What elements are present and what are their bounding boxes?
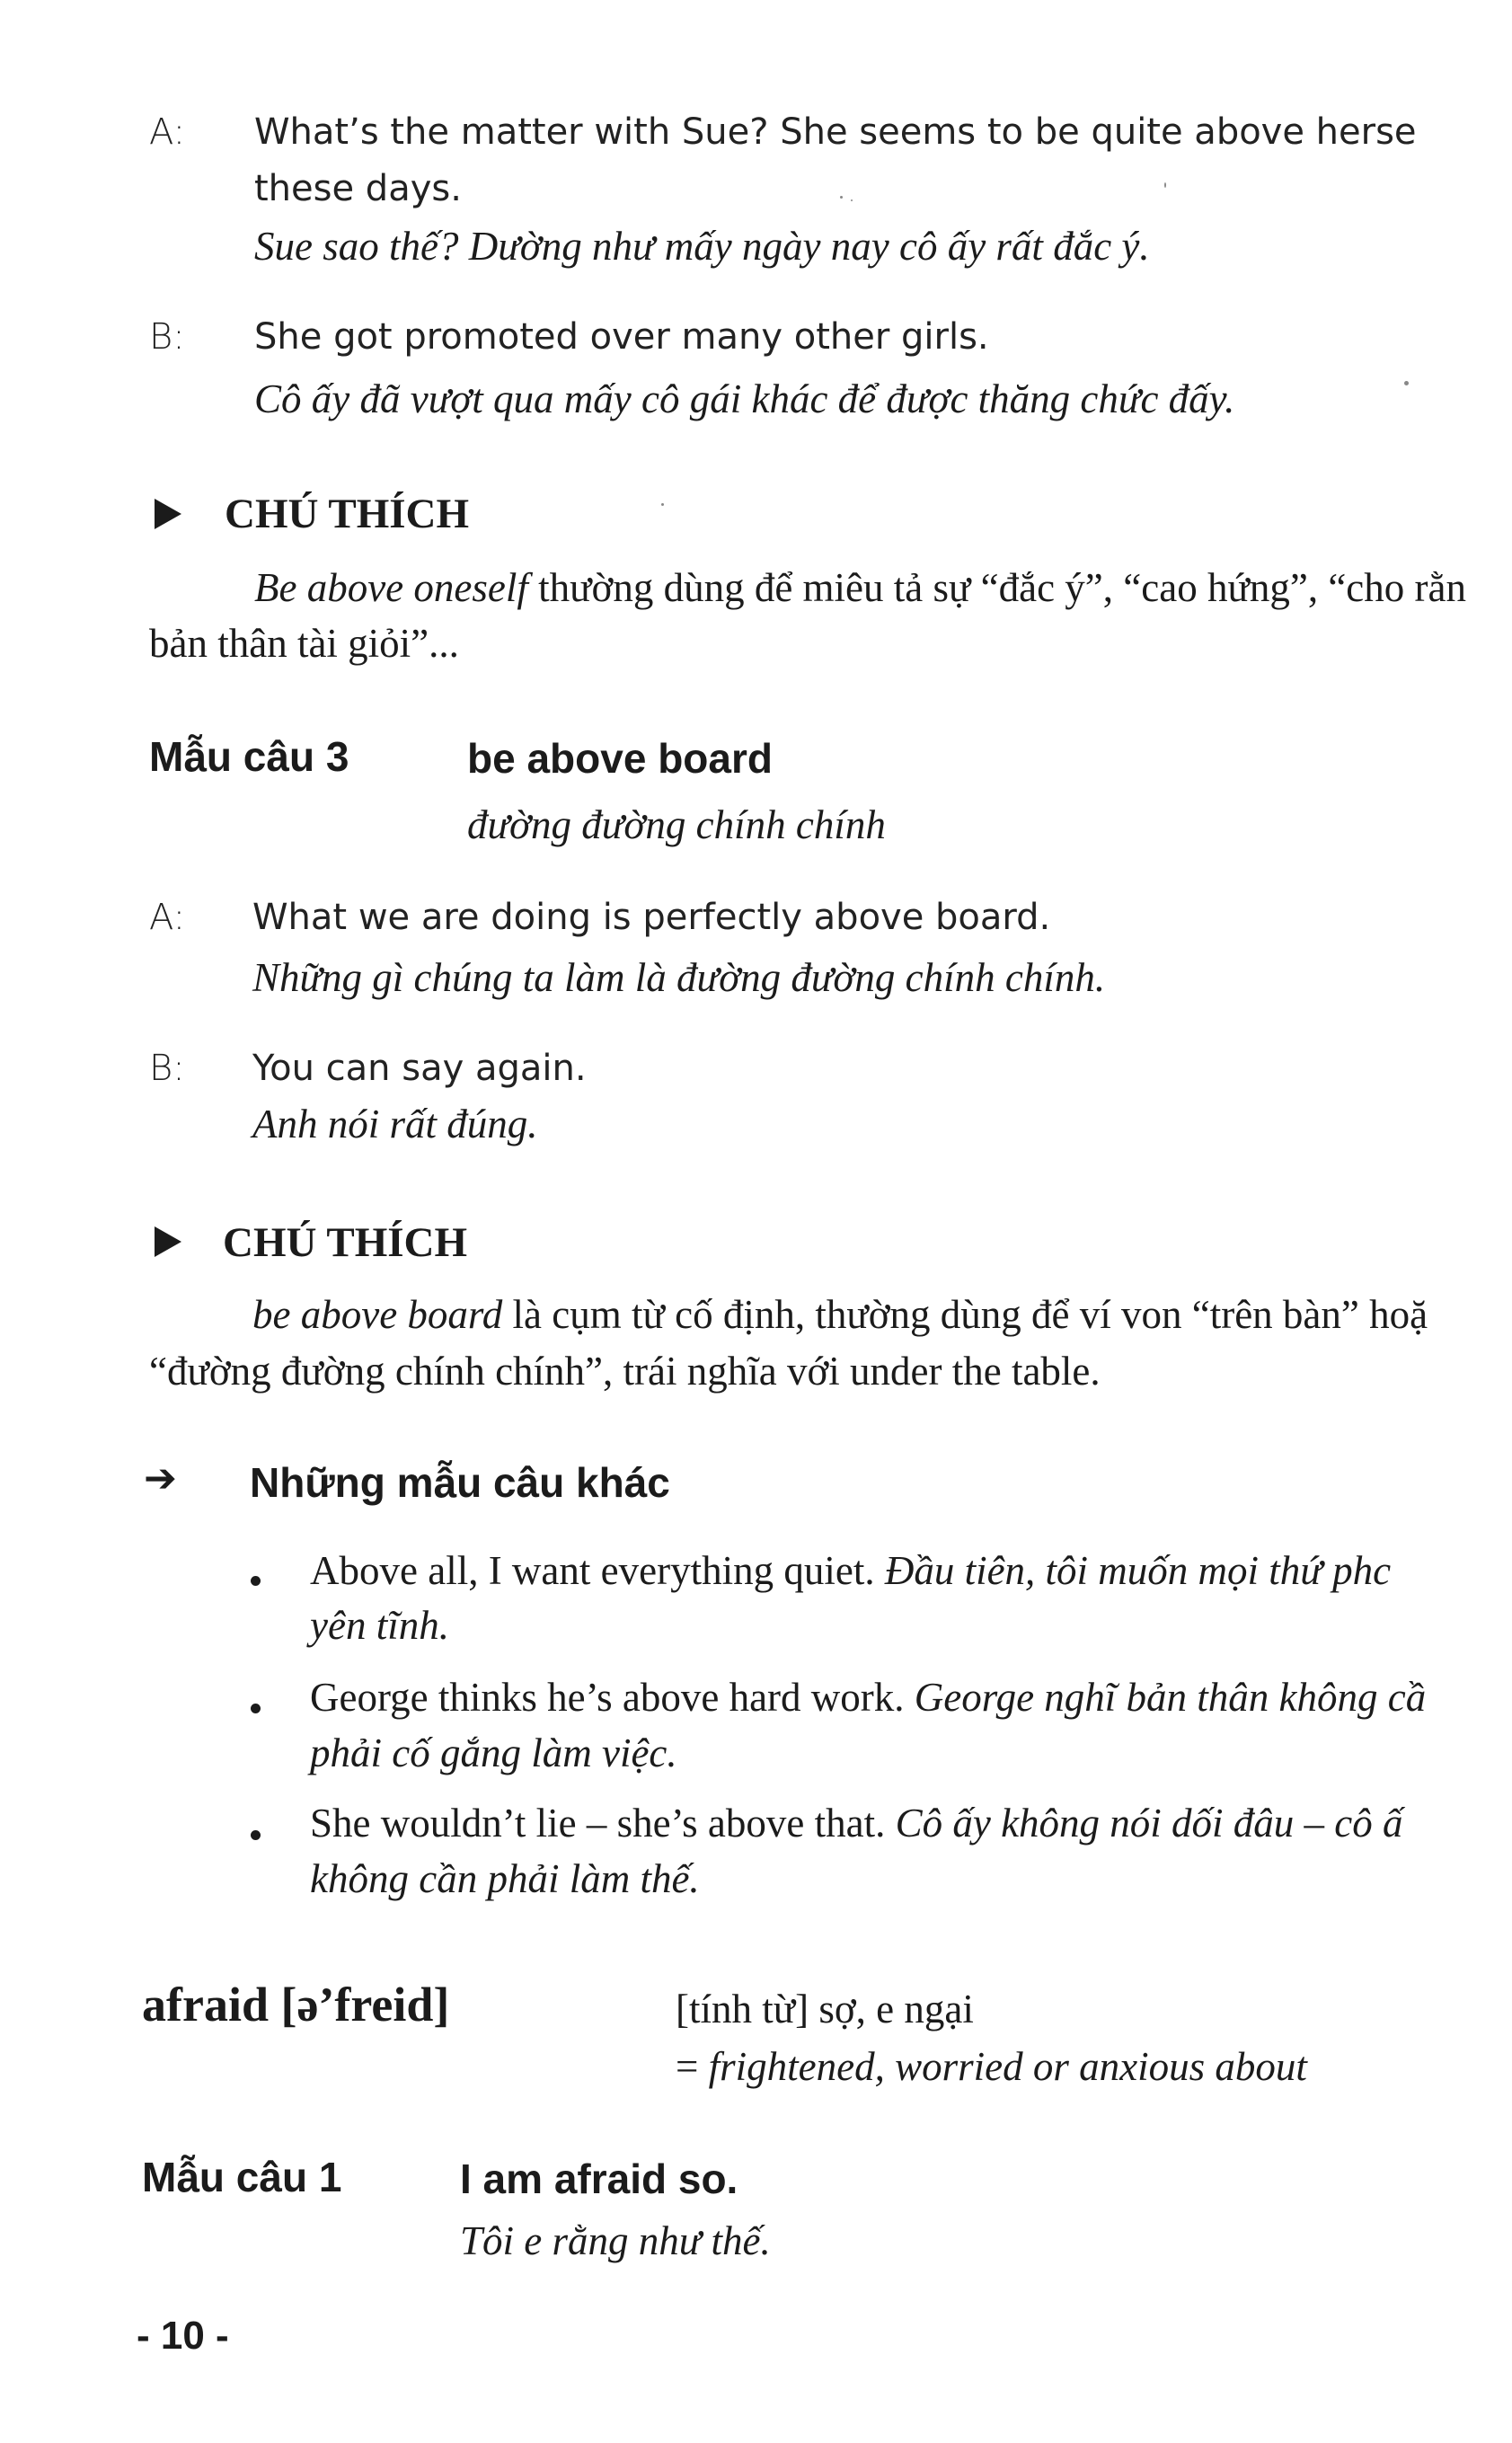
note-text-line: bản thân tài giỏi”... [149, 621, 459, 666]
pattern-meaning: Tôi e rằng như thế. [460, 2218, 771, 2263]
dialog-english-line: these days. [254, 168, 462, 209]
bullet-dot-icon [251, 1576, 261, 1586]
example-vietnamese: George nghĩ bản thân không cầ [914, 1675, 1427, 1720]
note-heading: CHÚ THÍCH [225, 491, 470, 537]
speaker-b: B: [149, 1048, 185, 1089]
arrow-right-icon: ➔ [144, 1456, 177, 1501]
dialog-vietnamese-line: Anh nói rất đúng. [252, 1102, 538, 1146]
triangle-bullet-icon [155, 1226, 181, 1257]
note-text: là cụm từ cố định, thường dùng để ví von “trên bàn” hoặ [502, 1292, 1428, 1337]
dialog-english-line: What we are doing is perfectly above board. [252, 897, 1051, 938]
example-vietnamese: phải cố gắng làm việc. [310, 1730, 677, 1775]
note-text-line [252, 1291, 1428, 1338]
example-english: She wouldn’t lie – she’s above that. [310, 1801, 896, 1846]
scan-speck [851, 199, 853, 201]
scan-speck [1404, 381, 1409, 385]
speaker-a: A: [149, 111, 186, 153]
example-vietnamese: Đầu tiên, tôi muốn mọi thứ phc [884, 1548, 1392, 1593]
note-text-line [254, 564, 1466, 611]
list-item-line [310, 1547, 1391, 1594]
note-phrase: be above board [252, 1292, 503, 1337]
scan-speck [1164, 182, 1166, 188]
definition-word: frightened, [708, 2044, 885, 2089]
triangle-bullet-icon [155, 499, 181, 529]
dialog-english-line: What’s the matter with Sue? She seems to be quite above herse [254, 111, 1417, 153]
entry-headword: afraid [ə’freid] [142, 1978, 450, 2031]
example-vietnamese: không cần phải làm thế. [310, 1856, 700, 1901]
note-text: thường dùng để miêu tả sự “đắc ý”, “cao hứng”, “cho rằn [527, 565, 1466, 610]
dialog-vietnamese-line: Những gì chúng ta làm là đường đường chính chính. [252, 955, 1106, 1000]
definition-rest: worried or anxious about [884, 2044, 1307, 2089]
definition-equals: = [676, 2044, 709, 2089]
example-english: George thinks he’s above hard work. [310, 1675, 915, 1720]
note-text-line: “đường đường chính chính”, trái nghĩa với under the table. [149, 1349, 1101, 1394]
other-patterns-heading: Những mẫu câu khác [250, 1459, 670, 1506]
bullet-dot-icon [251, 1704, 261, 1713]
note-phrase: Be above oneself [254, 565, 528, 610]
list-item-line [310, 1674, 1426, 1721]
entry-definition [676, 2043, 1307, 2090]
scan-speck [840, 196, 843, 199]
note-heading: CHÚ THÍCH [223, 1219, 468, 1266]
dialog-english-line: She got promoted over many other girls. [254, 316, 989, 358]
page-number: - 10 - [137, 2314, 229, 2358]
example-vietnamese: yên tĩnh. [310, 1603, 449, 1648]
speaker-a: A: [149, 897, 186, 938]
bullet-dot-icon [251, 1830, 261, 1840]
example-vietnamese: Cô ấy không nói dối đâu – cô ấ [895, 1801, 1403, 1846]
pattern-label: Mẫu câu 3 [149, 733, 349, 780]
dialog-vietnamese-line: Sue sao thế? Dường như mấy ngày nay cô ấy rất đắc ý. [254, 224, 1150, 269]
dialog-english-line: You can say again. [252, 1048, 587, 1089]
dialog-vietnamese-line: Cô ấy đã vượt qua mấy cô gái khác để được thăng chức đấy. [254, 376, 1235, 421]
example-english: Above all, I want everything quiet. [310, 1548, 885, 1593]
entry-part-of-speech: [tính từ] sợ, e ngại [676, 1987, 974, 2031]
pattern-phrase: I am afraid so. [460, 2155, 738, 2202]
scan-speck [661, 503, 664, 506]
pattern-phrase: be above board [467, 735, 773, 782]
pattern-label: Mẫu câu 1 [142, 2154, 342, 2200]
pattern-meaning: đường đường chính chính [467, 802, 886, 847]
speaker-b: B: [149, 316, 185, 358]
list-item-line [310, 1800, 1403, 1846]
